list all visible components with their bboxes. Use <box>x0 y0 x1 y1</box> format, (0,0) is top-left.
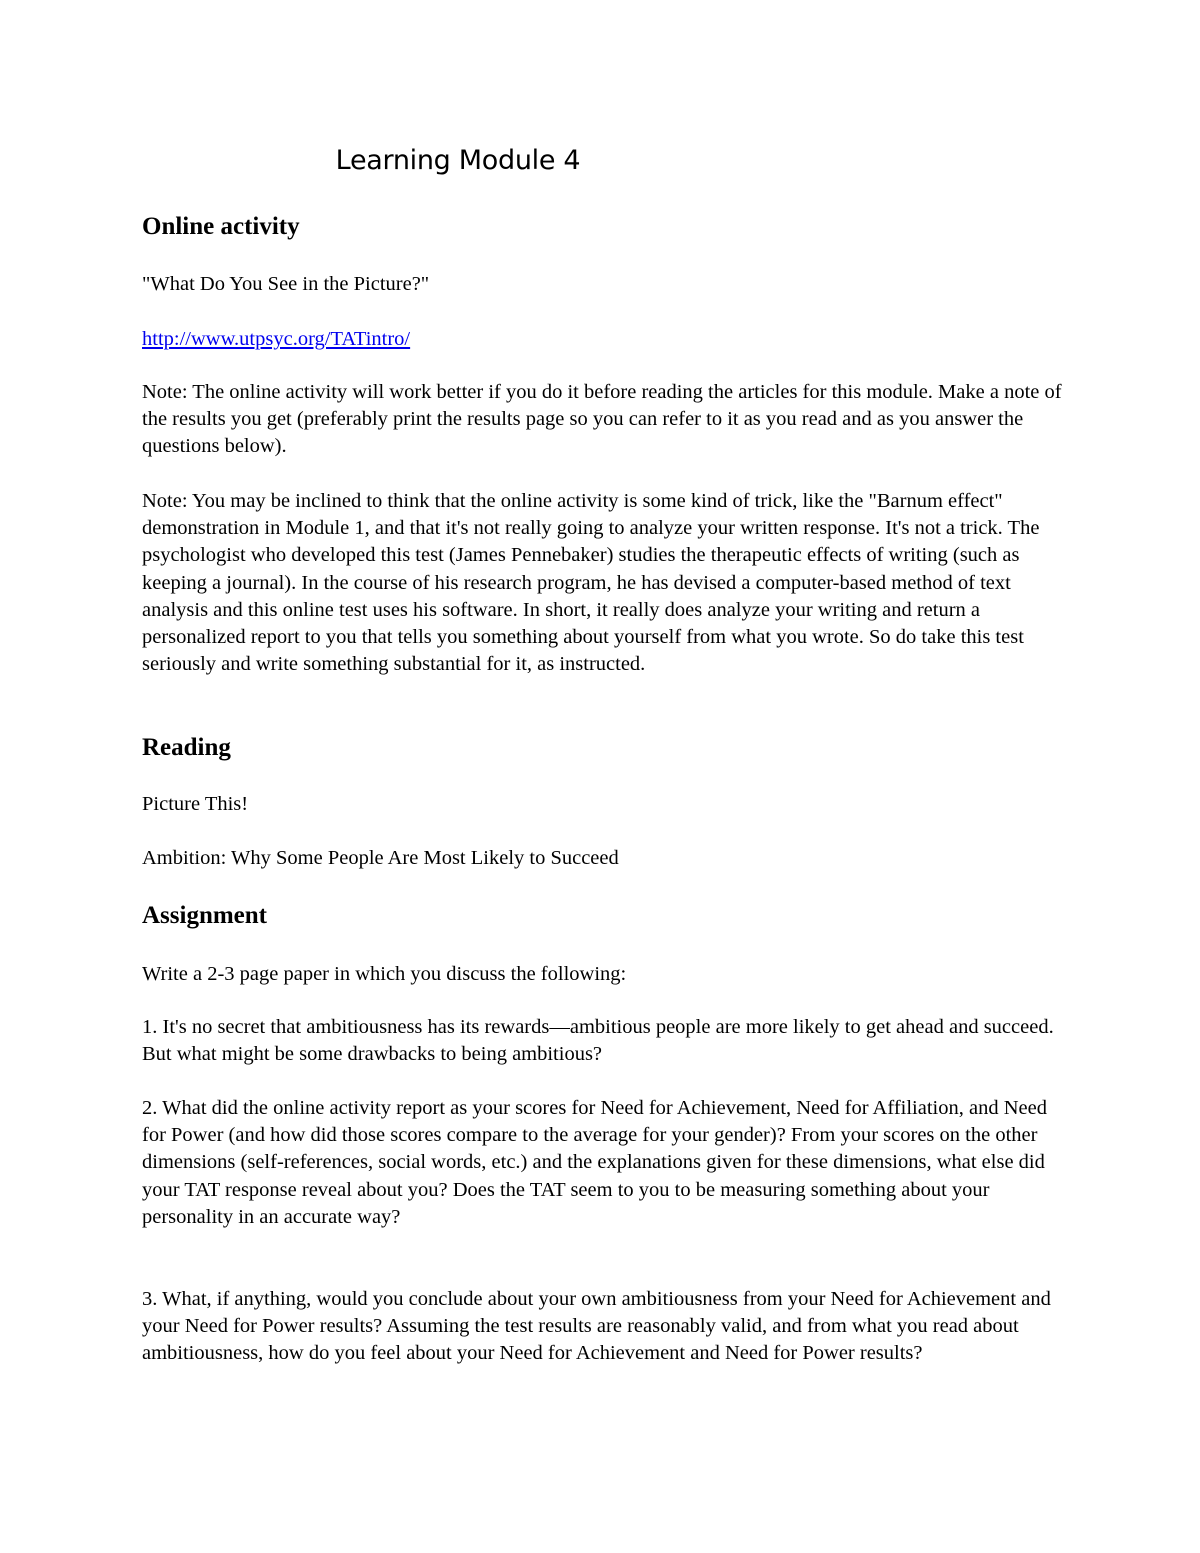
assignment-question: 3. What, if anything, would you conclude about your own ambitiousness from your Need for Achievement and your Need for Power results? Assuming the test results are reasonably valid, and from what you read about ambitiousness, how do you feel about your Need for Achievement and Need for Power results? <box>142 1288 1051 1365</box>
section-heading-online-activity: Online activity <box>142 213 300 240</box>
activity-link[interactable]: http://www.utpsyc.org/TATintro/ <box>142 328 411 350</box>
section-heading-reading: Reading <box>142 734 231 761</box>
assignment-intro: Write a 2-3 page paper in which you discuss the following: <box>142 963 627 985</box>
note-paragraph-1: Note: The online activity will work better if you do it before reading the articles for this module. Make a note of the results you get (preferably print the results page so you can refer to it as you read and as you answer the questions below). <box>142 381 1062 458</box>
section-heading-assignment: Assignment <box>142 902 268 929</box>
reading-item: Ambition: Why Some People Are Most Likely to Succeed <box>142 847 619 869</box>
activity-title: "What Do You See in the Picture?" <box>142 273 430 295</box>
assignment-question: 1. It's no secret that ambitiousness has its rewards—ambitious people are more likely to get ahead and succeed. But what might be some drawbacks to being ambitious? <box>142 1016 1054 1066</box>
assignment-question: 2. What did the online activity report as your scores for Need for Achievement, Need for Affiliation, and Need for Power (and how did those scores compare to the average for your gender)? From your scores on the other dimensions (self-references, social words, etc.) and the explanations given for these dimensions, what else did your TAT response reveal about you? Does the TAT seem to you to be measuring something about your personality in an accurate way? <box>142 1097 1047 1228</box>
note-paragraph-2: Note: You may be inclined to think that the online activity is some kind of trick, like the "Barnum effect" demonstration in Module 1, and that it's not really going to analyze your written response. It's not a trick. The psychologist who developed this test (James Pennebaker) studies the therapeutic effects of writing (such as keeping a journal). In the course of his research program, he has devised a computer-based method of text analysis and this online test uses his software. In short, it really does analyze your writing and return a personalized report to you that tells you something about yourself from what you wrote. So do take this test seriously and write something substantial for it, as instructed. <box>142 490 1040 676</box>
page-title: Learning Module 4 <box>335 145 581 176</box>
activity-link-line <box>142 326 1062 353</box>
reading-item: Picture This! <box>142 793 249 815</box>
